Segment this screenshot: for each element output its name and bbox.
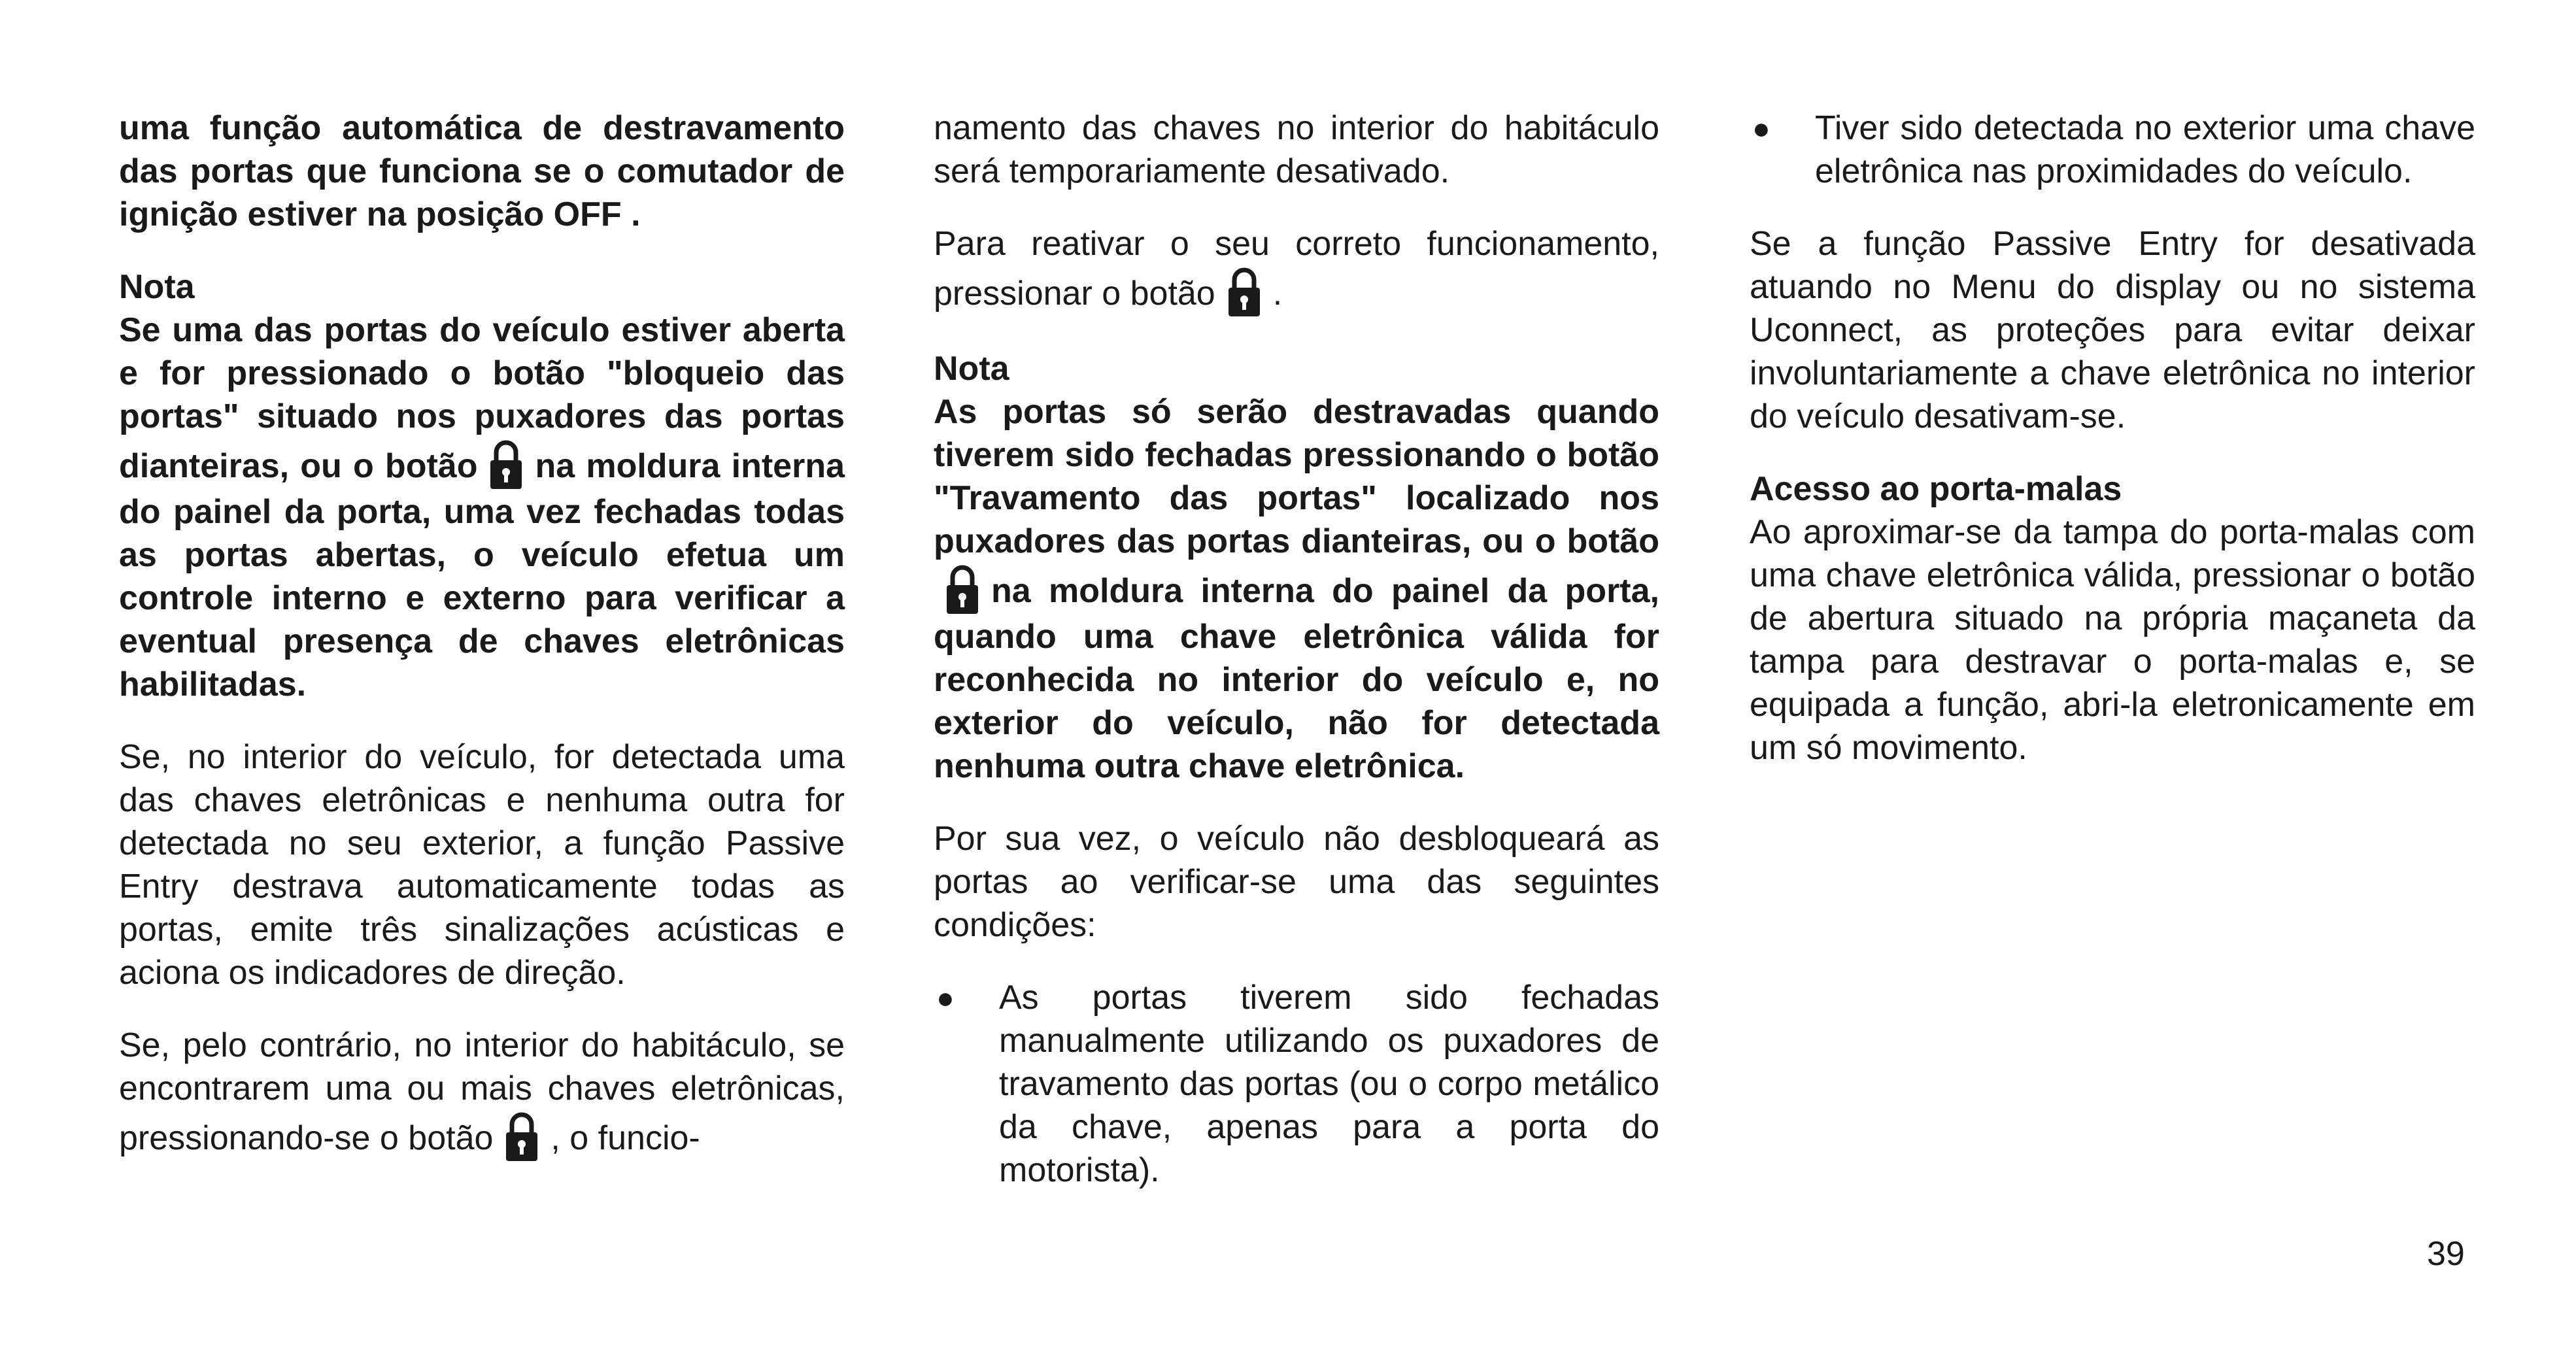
column-left (119, 107, 845, 1192)
conditions-list (934, 976, 1659, 1192)
lock-icon (1227, 265, 1261, 318)
note-text (119, 309, 845, 706)
lock-icon (945, 563, 979, 615)
conditions-list-continued (1750, 107, 2475, 193)
bullet-icon: ● (1752, 111, 1771, 145)
paragraph-trunk: Ao aproximar-se da tampa do porta-malas com uma chave eletrônica válida, pressionar o botão de abertura situado na própria maçaneta da tampa para destravar o porta-malas e, se equipada a função, abri-la eletronicamente em um só movimento. (1750, 513, 2475, 767)
intro-bold-text: uma função automática de destravamento das portas que funciona se o comutador de ignição estiver na posição OFF . (119, 109, 845, 233)
paragraph-reactivate (934, 222, 1659, 318)
note-text (934, 390, 1659, 788)
paragraph-keys-inside-part2: , o funcio- (551, 1119, 700, 1157)
list-item (1750, 107, 2475, 193)
note-text-part2: na moldura interna do painel da porta, uma vez fechadas todas as portas abertas, o veículo efetua um controle interno e externo para verificar a eventual presença de chaves eletrônicas habilitadas. (119, 447, 845, 703)
list-item-text: As portas tiverem sido fechadas manualmente utilizando os puxadores de travamento das portas (ou o corpo metálico da chave, apenas para a porta do motorista). (999, 979, 1659, 1189)
note-block-2 (934, 347, 1659, 788)
paragraph-keys-inside (119, 1024, 845, 1162)
section-heading-trunk: Acesso ao porta-malas (1750, 470, 2122, 508)
lock-icon (489, 438, 523, 490)
column-middle (934, 107, 1659, 1221)
note-heading: Nota (119, 268, 195, 306)
list-item-text: Tiver sido detectada no exterior uma chave eletrônica nas proximidades do veículo. (1815, 109, 2475, 190)
note-text-part1: As portas só serão destravadas quando tiverem sido fechadas pressionando o botão "Travamento das portas" localizado nos puxadores das portas dianteiras, ou o botão (934, 393, 1659, 560)
note-heading: Nota (934, 350, 1009, 388)
list-item (934, 976, 1659, 1192)
paragraph-detected-key: Se, no interior do veículo, for detectada uma das chaves eletrônicas e nenhuma outra for detectada no seu exterior, a função Passive Entry destrava automaticamente todas as portas, emite três sinalizações acústicas e aciona os indicadores de direção. (119, 738, 845, 992)
bullet-icon: ● (936, 981, 955, 1015)
lock-icon (505, 1110, 539, 1162)
column-right (1750, 107, 2475, 799)
paragraph-conditions: Por sua vez, o veículo não desbloqueará as portas ao verificar-se uma das seguintes condições: (934, 820, 1659, 944)
note-block-1 (119, 265, 845, 706)
note-text-part2: na moldura interna do painel da porta, quando uma chave eletrônica válida for reconhecida no interior do veículo e, no exterior do veículo, não for detectada nenhuma outra chave eletrônica. (934, 572, 1659, 785)
paragraph-passive-entry: Se a função Passive Entry for desativada atuando no Menu do display ou no sistema Uconnect, as proteções para evitar deixar involuntariamente a chave eletrônica no interior do veículo desativam-se. (1750, 225, 2475, 435)
page-number: 39 (2427, 1235, 2465, 1273)
note-text-part1: Se uma das portas do veículo estiver aberta e for pressionado o botão "bloqueio das portas" situado nos puxadores das portas dianteiras, ou o botão (119, 311, 845, 485)
paragraph-keys-inside-part1: Se, pelo contrário, no interior do habitáculo, se encontrarem uma ou mais chaves eletrônicas, pressionando-se o botão (119, 1026, 845, 1157)
paragraph-continuation: namento das chaves no interior do habitáculo será temporariamente desativado. (934, 109, 1659, 190)
paragraph-reactivate-part1: Para reativar o seu correto funcionamento, pressionar o botão (934, 225, 1659, 312)
paragraph-reactivate-part2: . (1272, 275, 1283, 312)
